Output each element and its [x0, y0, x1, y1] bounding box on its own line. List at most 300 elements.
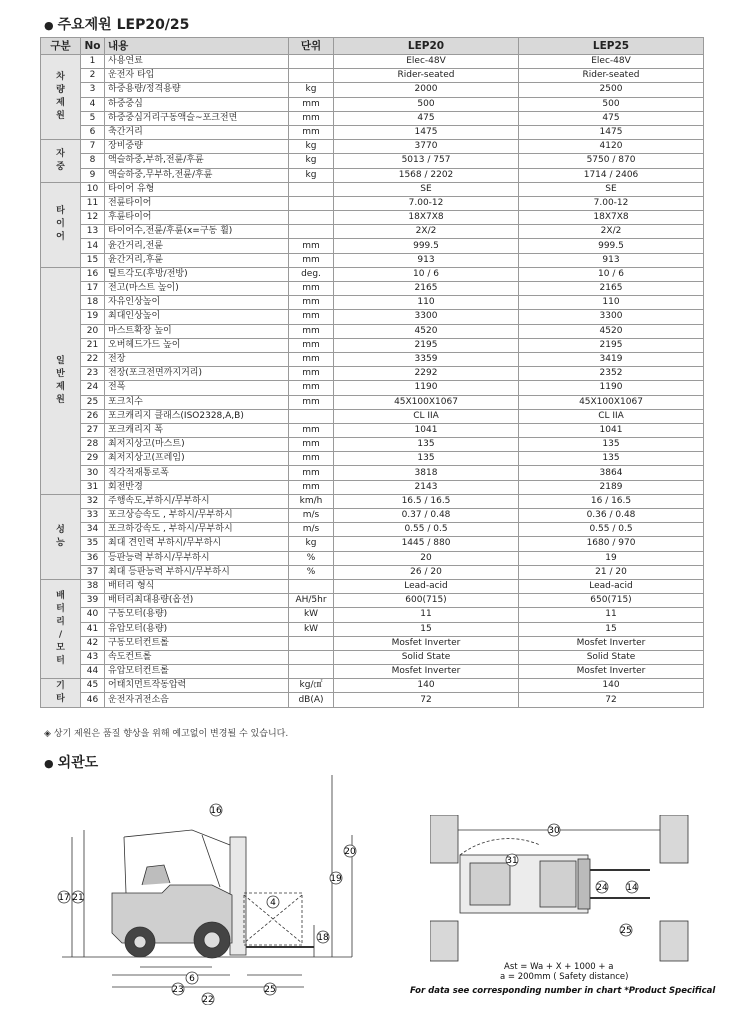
- row-number: 14: [81, 239, 105, 253]
- row-value-lep20: 475: [334, 111, 519, 125]
- group-label: 성 능: [41, 494, 81, 579]
- row-item: 타이어수,전륜/후륜(x=구동 휠): [105, 225, 289, 239]
- row-value-lep20: 10 / 6: [334, 267, 519, 281]
- table-row: [41, 622, 704, 636]
- row-value-lep25: 4120: [519, 140, 704, 154]
- forklift-top-view-drawing: [430, 815, 690, 965]
- row-item: 포크캐리지 폭: [105, 423, 289, 437]
- row-value-lep20: 2292: [334, 367, 519, 381]
- table-row: [41, 608, 704, 622]
- callout-19-label: 19: [330, 874, 342, 884]
- row-value-lep25: 3864: [519, 466, 704, 480]
- row-value-lep20: 1475: [334, 125, 519, 139]
- row-unit: mm: [289, 111, 334, 125]
- row-number: 3: [81, 83, 105, 97]
- row-value-lep20: 110: [334, 296, 519, 310]
- row-unit: mm: [289, 395, 334, 409]
- row-number: 12: [81, 211, 105, 225]
- row-number: 16: [81, 267, 105, 281]
- callout-25-top-label: 25: [620, 926, 632, 936]
- row-unit: kg: [289, 537, 334, 551]
- row-unit: mm: [289, 253, 334, 267]
- callout-19: [330, 872, 342, 884]
- row-value-lep25: 15: [519, 622, 704, 636]
- row-unit: [289, 211, 334, 225]
- row-value-lep25: 913: [519, 253, 704, 267]
- table-row: [41, 494, 704, 508]
- table-row: [41, 367, 704, 381]
- row-unit: mm: [289, 466, 334, 480]
- row-value-lep25: 500: [519, 97, 704, 111]
- row-unit: kg: [289, 154, 334, 168]
- row-value-lep20: 15: [334, 622, 519, 636]
- callout-30-label: 30: [548, 826, 560, 836]
- aisle-wall-top-right: [660, 815, 688, 863]
- table-row: [41, 111, 704, 125]
- row-item: 액슬하중,부하,전륜/후륜: [105, 154, 289, 168]
- callout-14-label: 14: [626, 883, 638, 893]
- table-row: [41, 282, 704, 296]
- row-value-lep20: Rider-seated: [334, 69, 519, 83]
- row-number: 21: [81, 338, 105, 352]
- row-value-lep20: 135: [334, 438, 519, 452]
- row-number: 36: [81, 551, 105, 565]
- row-unit: [289, 55, 334, 69]
- row-number: 17: [81, 282, 105, 296]
- row-item: 배터리최대용량(옵션): [105, 594, 289, 608]
- row-value-lep25: 2165: [519, 282, 704, 296]
- row-item: 윤간거리,전륜: [105, 239, 289, 253]
- callout-21-label: 21: [72, 893, 84, 903]
- row-item: 속도컨트롤: [105, 650, 289, 664]
- row-number: 33: [81, 509, 105, 523]
- row-item: 포크상승속도 , 부하시/무부하시: [105, 509, 289, 523]
- row-item: 사용연료: [105, 55, 289, 69]
- table-row: [41, 154, 704, 168]
- callout-17-label: 17: [58, 893, 70, 903]
- row-number: 9: [81, 168, 105, 182]
- row-item: 직각적재통로폭: [105, 466, 289, 480]
- callout-18: [317, 931, 329, 943]
- callout-22-label: 22: [202, 995, 214, 1005]
- row-value-lep20: 1568 / 2202: [334, 168, 519, 182]
- table-row: [41, 69, 704, 83]
- row-value-lep20: 2X/2: [334, 225, 519, 239]
- table-row: [41, 594, 704, 608]
- row-item: 축간거리: [105, 125, 289, 139]
- row-item: 자유인상높이: [105, 296, 289, 310]
- row-value-lep20: 500: [334, 97, 519, 111]
- row-number: 39: [81, 594, 105, 608]
- row-item: 오버헤드가드 높이: [105, 338, 289, 352]
- table-row: [41, 253, 704, 267]
- row-unit: m/s: [289, 509, 334, 523]
- row-number: 10: [81, 182, 105, 196]
- callout-20: [344, 845, 356, 857]
- row-value-lep25: 0.36 / 0.48: [519, 509, 704, 523]
- row-unit: mm: [289, 239, 334, 253]
- disclaimer-note: ◈ 상기 제원은 품질 향상을 위해 예고없이 변경될 수 있습니다.: [44, 729, 289, 739]
- row-number: 46: [81, 693, 105, 707]
- group-label: 자 중: [41, 140, 81, 183]
- row-value-lep25: 45X100X1067: [519, 395, 704, 409]
- seat: [142, 865, 170, 885]
- callout-6: [186, 972, 198, 984]
- row-item: 등판능력 부하시/무부하시: [105, 551, 289, 565]
- row-item: 배터리 형식: [105, 579, 289, 593]
- row-unit: mm: [289, 480, 334, 494]
- row-value-lep20: 16.5 / 16.5: [334, 494, 519, 508]
- row-value-lep25: 0.55 / 0.5: [519, 523, 704, 537]
- row-unit: dB(A): [289, 693, 334, 707]
- aisle-formula-line2: a = 200mm ( Safety distance): [500, 972, 629, 982]
- row-value-lep20: 999.5: [334, 239, 519, 253]
- row-item: 하중용량/정격용량: [105, 83, 289, 97]
- row-item: 타이어 유형: [105, 182, 289, 196]
- header-model-lep25: LEP25: [519, 38, 704, 55]
- row-item: 어태치먼트작동압력: [105, 679, 289, 693]
- row-value-lep25: SE: [519, 182, 704, 196]
- header-item: 내용: [105, 38, 289, 55]
- row-value-lep25: 21 / 20: [519, 565, 704, 579]
- table-row: [41, 665, 704, 679]
- row-value-lep20: 20: [334, 551, 519, 565]
- callout-25: [264, 983, 276, 995]
- row-value-lep20: 2143: [334, 480, 519, 494]
- row-value-lep25: 1190: [519, 381, 704, 395]
- aisle-wall-top-left: [430, 815, 458, 863]
- row-unit: mm: [289, 97, 334, 111]
- callout-24-label: 24: [596, 883, 608, 893]
- row-value-lep25: 1041: [519, 423, 704, 437]
- row-value-lep20: 7.00-12: [334, 196, 519, 210]
- row-item: 유압모터컨트롤: [105, 665, 289, 679]
- spec-table: [40, 37, 704, 708]
- row-value-lep25: 1680 / 970: [519, 537, 704, 551]
- table-row: [41, 693, 704, 707]
- row-unit: mm: [289, 125, 334, 139]
- table-row: [41, 565, 704, 579]
- callout-17: [58, 891, 70, 903]
- row-value-lep20: 72: [334, 693, 519, 707]
- row-number: 2: [81, 69, 105, 83]
- callout-23: [172, 983, 184, 995]
- row-unit: mm: [289, 352, 334, 366]
- row-value-lep25: 11: [519, 608, 704, 622]
- group-label: 기 타: [41, 679, 81, 707]
- row-number: 4: [81, 97, 105, 111]
- row-value-lep25: 650(715): [519, 594, 704, 608]
- row-number: 40: [81, 608, 105, 622]
- row-unit: [289, 69, 334, 83]
- row-unit: [289, 636, 334, 650]
- row-unit: [289, 196, 334, 210]
- row-value-lep25: 10 / 6: [519, 267, 704, 281]
- row-unit: mm: [289, 452, 334, 466]
- table-row: [41, 679, 704, 693]
- row-number: 42: [81, 636, 105, 650]
- table-row: [41, 296, 704, 310]
- row-value-lep25: Rider-seated: [519, 69, 704, 83]
- row-item: 회전반경: [105, 480, 289, 494]
- row-value-lep25: 18X7X8: [519, 211, 704, 225]
- row-value-lep25: 475: [519, 111, 704, 125]
- row-number: 29: [81, 452, 105, 466]
- row-unit: kW: [289, 608, 334, 622]
- footer-caption: For data see corresponding number in chart *Product Specifical: [410, 986, 716, 996]
- row-value-lep25: 140: [519, 679, 704, 693]
- row-value-lep20: 18X7X8: [334, 211, 519, 225]
- table-row: [41, 381, 704, 395]
- group-label: 차 량 제 원: [41, 55, 81, 140]
- row-number: 19: [81, 310, 105, 324]
- row-number: 34: [81, 523, 105, 537]
- row-number: 18: [81, 296, 105, 310]
- row-item: 운전자 타입: [105, 69, 289, 83]
- row-item: 포크하강속도 , 부하시/무부하시: [105, 523, 289, 537]
- row-number: 45: [81, 679, 105, 693]
- callout-18-label: 18: [317, 933, 329, 943]
- row-unit: [289, 665, 334, 679]
- row-number: 25: [81, 395, 105, 409]
- row-value-lep20: 1190: [334, 381, 519, 395]
- bullet-icon: ●: [44, 757, 54, 770]
- row-number: 8: [81, 154, 105, 168]
- group-label: 배 터 리 / 모 터: [41, 579, 81, 678]
- table-row: [41, 452, 704, 466]
- callout-20-label: 20: [344, 847, 356, 857]
- row-value-lep20: 913: [334, 253, 519, 267]
- table-row: [41, 125, 704, 139]
- row-value-lep20: Mosfet Inverter: [334, 665, 519, 679]
- table-row: [41, 466, 704, 480]
- table-row: [41, 395, 704, 409]
- row-number: 28: [81, 438, 105, 452]
- row-item: 주행속도,부하시/무부하시: [105, 494, 289, 508]
- row-item: 구동모터(용량): [105, 608, 289, 622]
- row-value-lep20: Lead-acid: [334, 579, 519, 593]
- table-row: [41, 324, 704, 338]
- row-unit: kg: [289, 168, 334, 182]
- row-unit: mm: [289, 423, 334, 437]
- group-label: 타 이 어: [41, 182, 81, 267]
- row-number: 7: [81, 140, 105, 154]
- row-value-lep20: 26 / 20: [334, 565, 519, 579]
- row-unit: mm: [289, 296, 334, 310]
- overhead-guard: [124, 830, 230, 845]
- table-row: [41, 423, 704, 437]
- row-value-lep20: 135: [334, 452, 519, 466]
- row-number: 5: [81, 111, 105, 125]
- header-unit: 단위: [289, 38, 334, 55]
- row-item: 포크캐리지 클래스(ISO2328,A,B): [105, 409, 289, 423]
- callout-6-label: 6: [189, 974, 195, 984]
- row-value-lep25: 3300: [519, 310, 704, 324]
- row-unit: [289, 225, 334, 239]
- table-row: [41, 267, 704, 281]
- row-item: 장비중량: [105, 140, 289, 154]
- callout-4-label: 4: [270, 898, 276, 908]
- row-value-lep20: 1445 / 880: [334, 537, 519, 551]
- row-number: 30: [81, 466, 105, 480]
- row-number: 43: [81, 650, 105, 664]
- row-item: 구동모터컨트롤: [105, 636, 289, 650]
- header-no: No: [81, 38, 105, 55]
- table-row: [41, 650, 704, 664]
- table-row: [41, 509, 704, 523]
- row-value-lep20: 4520: [334, 324, 519, 338]
- row-number: 13: [81, 225, 105, 239]
- row-number: 41: [81, 622, 105, 636]
- table-row: [41, 225, 704, 239]
- row-value-lep25: 135: [519, 438, 704, 452]
- row-item: 후륜타이어: [105, 211, 289, 225]
- callout-22: [202, 993, 214, 1005]
- callout-4: [267, 896, 279, 908]
- row-unit: mm: [289, 438, 334, 452]
- row-item: 유압모터(용량): [105, 622, 289, 636]
- table-row: [41, 168, 704, 182]
- row-unit: %: [289, 565, 334, 579]
- row-value-lep25: 1475: [519, 125, 704, 139]
- row-value-lep20: 600(715): [334, 594, 519, 608]
- aisle-wall-bottom-left: [430, 921, 458, 961]
- row-item: 하중중심: [105, 97, 289, 111]
- row-unit: [289, 182, 334, 196]
- row-item: 최대 등판능력 부하시/무부하시: [105, 565, 289, 579]
- table-row: [41, 97, 704, 111]
- table-row: [41, 239, 704, 253]
- row-value-lep25: 7.00-12: [519, 196, 704, 210]
- row-number: 6: [81, 125, 105, 139]
- table-row: [41, 537, 704, 551]
- table-row: [41, 352, 704, 366]
- table-row: [41, 551, 704, 565]
- row-number: 1: [81, 55, 105, 69]
- row-value-lep20: 11: [334, 608, 519, 622]
- spec-section-title: [44, 14, 189, 34]
- row-value-lep25: 2352: [519, 367, 704, 381]
- row-value-lep25: Elec-48V: [519, 55, 704, 69]
- callout-23-label: 23: [172, 985, 184, 995]
- row-unit: mm: [289, 381, 334, 395]
- row-value-lep20: 45X100X1067: [334, 395, 519, 409]
- row-value-lep20: 2000: [334, 83, 519, 97]
- row-item: 전고(마스트 높이): [105, 282, 289, 296]
- row-unit: [289, 579, 334, 593]
- table-row: [41, 636, 704, 650]
- drawing-title-text: 외관도: [57, 755, 99, 771]
- row-value-lep25: Mosfet Inverter: [519, 665, 704, 679]
- row-value-lep25: 1714 / 2406: [519, 168, 704, 182]
- row-value-lep25: CL IIA: [519, 409, 704, 423]
- callout-24: [596, 881, 608, 893]
- drawing-section-title: [44, 752, 98, 772]
- row-value-lep25: 16 / 16.5: [519, 494, 704, 508]
- row-unit: mm: [289, 367, 334, 381]
- row-value-lep20: Solid State: [334, 650, 519, 664]
- row-value-lep25: 4520: [519, 324, 704, 338]
- row-value-lep20: 3300: [334, 310, 519, 324]
- row-number: 22: [81, 352, 105, 366]
- row-value-lep20: 1041: [334, 423, 519, 437]
- row-item: 틸트각도(후방/전방): [105, 267, 289, 281]
- row-number: 31: [81, 480, 105, 494]
- mast-top: [578, 859, 590, 909]
- row-unit: kg/㎠: [289, 679, 334, 693]
- row-item: 하중중심거리구동액슬~포크전면: [105, 111, 289, 125]
- row-unit: mm: [289, 324, 334, 338]
- row-value-lep20: SE: [334, 182, 519, 196]
- row-number: 26: [81, 409, 105, 423]
- row-unit: mm: [289, 310, 334, 324]
- row-unit: mm: [289, 338, 334, 352]
- table-row: [41, 338, 704, 352]
- table-row: [41, 579, 704, 593]
- row-unit: m/s: [289, 523, 334, 537]
- row-item: 전장: [105, 352, 289, 366]
- row-item: 전폭: [105, 381, 289, 395]
- row-number: 35: [81, 537, 105, 551]
- row-number: 11: [81, 196, 105, 210]
- row-value-lep25: 999.5: [519, 239, 704, 253]
- row-value-lep25: 2X/2: [519, 225, 704, 239]
- row-number: 27: [81, 423, 105, 437]
- callout-31: [506, 854, 518, 866]
- callout-14: [626, 881, 638, 893]
- row-unit: [289, 409, 334, 423]
- row-unit: AH/5hr: [289, 594, 334, 608]
- callout-25-label: 25: [264, 985, 276, 995]
- row-value-lep25: 135: [519, 452, 704, 466]
- row-value-lep20: 3359: [334, 352, 519, 366]
- row-number: 24: [81, 381, 105, 395]
- row-item: 포크치수: [105, 395, 289, 409]
- row-value-lep20: Elec-48V: [334, 55, 519, 69]
- row-value-lep20: 2165: [334, 282, 519, 296]
- aisle-formula-line1: Ast = Wa + X + 1000 + a: [504, 962, 614, 972]
- row-item: 마스트확장 높이: [105, 324, 289, 338]
- header-group: 구분: [41, 38, 81, 55]
- row-number: 20: [81, 324, 105, 338]
- table-row: [41, 196, 704, 210]
- row-number: 37: [81, 565, 105, 579]
- row-item: 최저지상고(프레임): [105, 452, 289, 466]
- table-row: [41, 55, 704, 69]
- row-number: 44: [81, 665, 105, 679]
- table-row: [41, 83, 704, 97]
- row-value-lep25: Lead-acid: [519, 579, 704, 593]
- row-value-lep20: 140: [334, 679, 519, 693]
- spec-title-text: 주요제원 LEP20/25: [57, 17, 190, 33]
- row-item: 윤간거리,후륜: [105, 253, 289, 267]
- row-value-lep25: 72: [519, 693, 704, 707]
- table-row: [41, 438, 704, 452]
- callout-25-top: [620, 924, 632, 936]
- row-unit: km/h: [289, 494, 334, 508]
- row-unit: kg: [289, 83, 334, 97]
- callout-31-label: 31: [506, 856, 518, 866]
- bullet-icon: ●: [44, 19, 54, 32]
- forklift-side-view-drawing: [52, 775, 382, 1005]
- table-row: [41, 523, 704, 537]
- row-item: 최대 견인력 부하시/무부하시: [105, 537, 289, 551]
- row-item: 전륜타이어: [105, 196, 289, 210]
- row-unit: %: [289, 551, 334, 565]
- callout-16: [210, 804, 222, 816]
- table-row: [41, 211, 704, 225]
- table-row: [41, 409, 704, 423]
